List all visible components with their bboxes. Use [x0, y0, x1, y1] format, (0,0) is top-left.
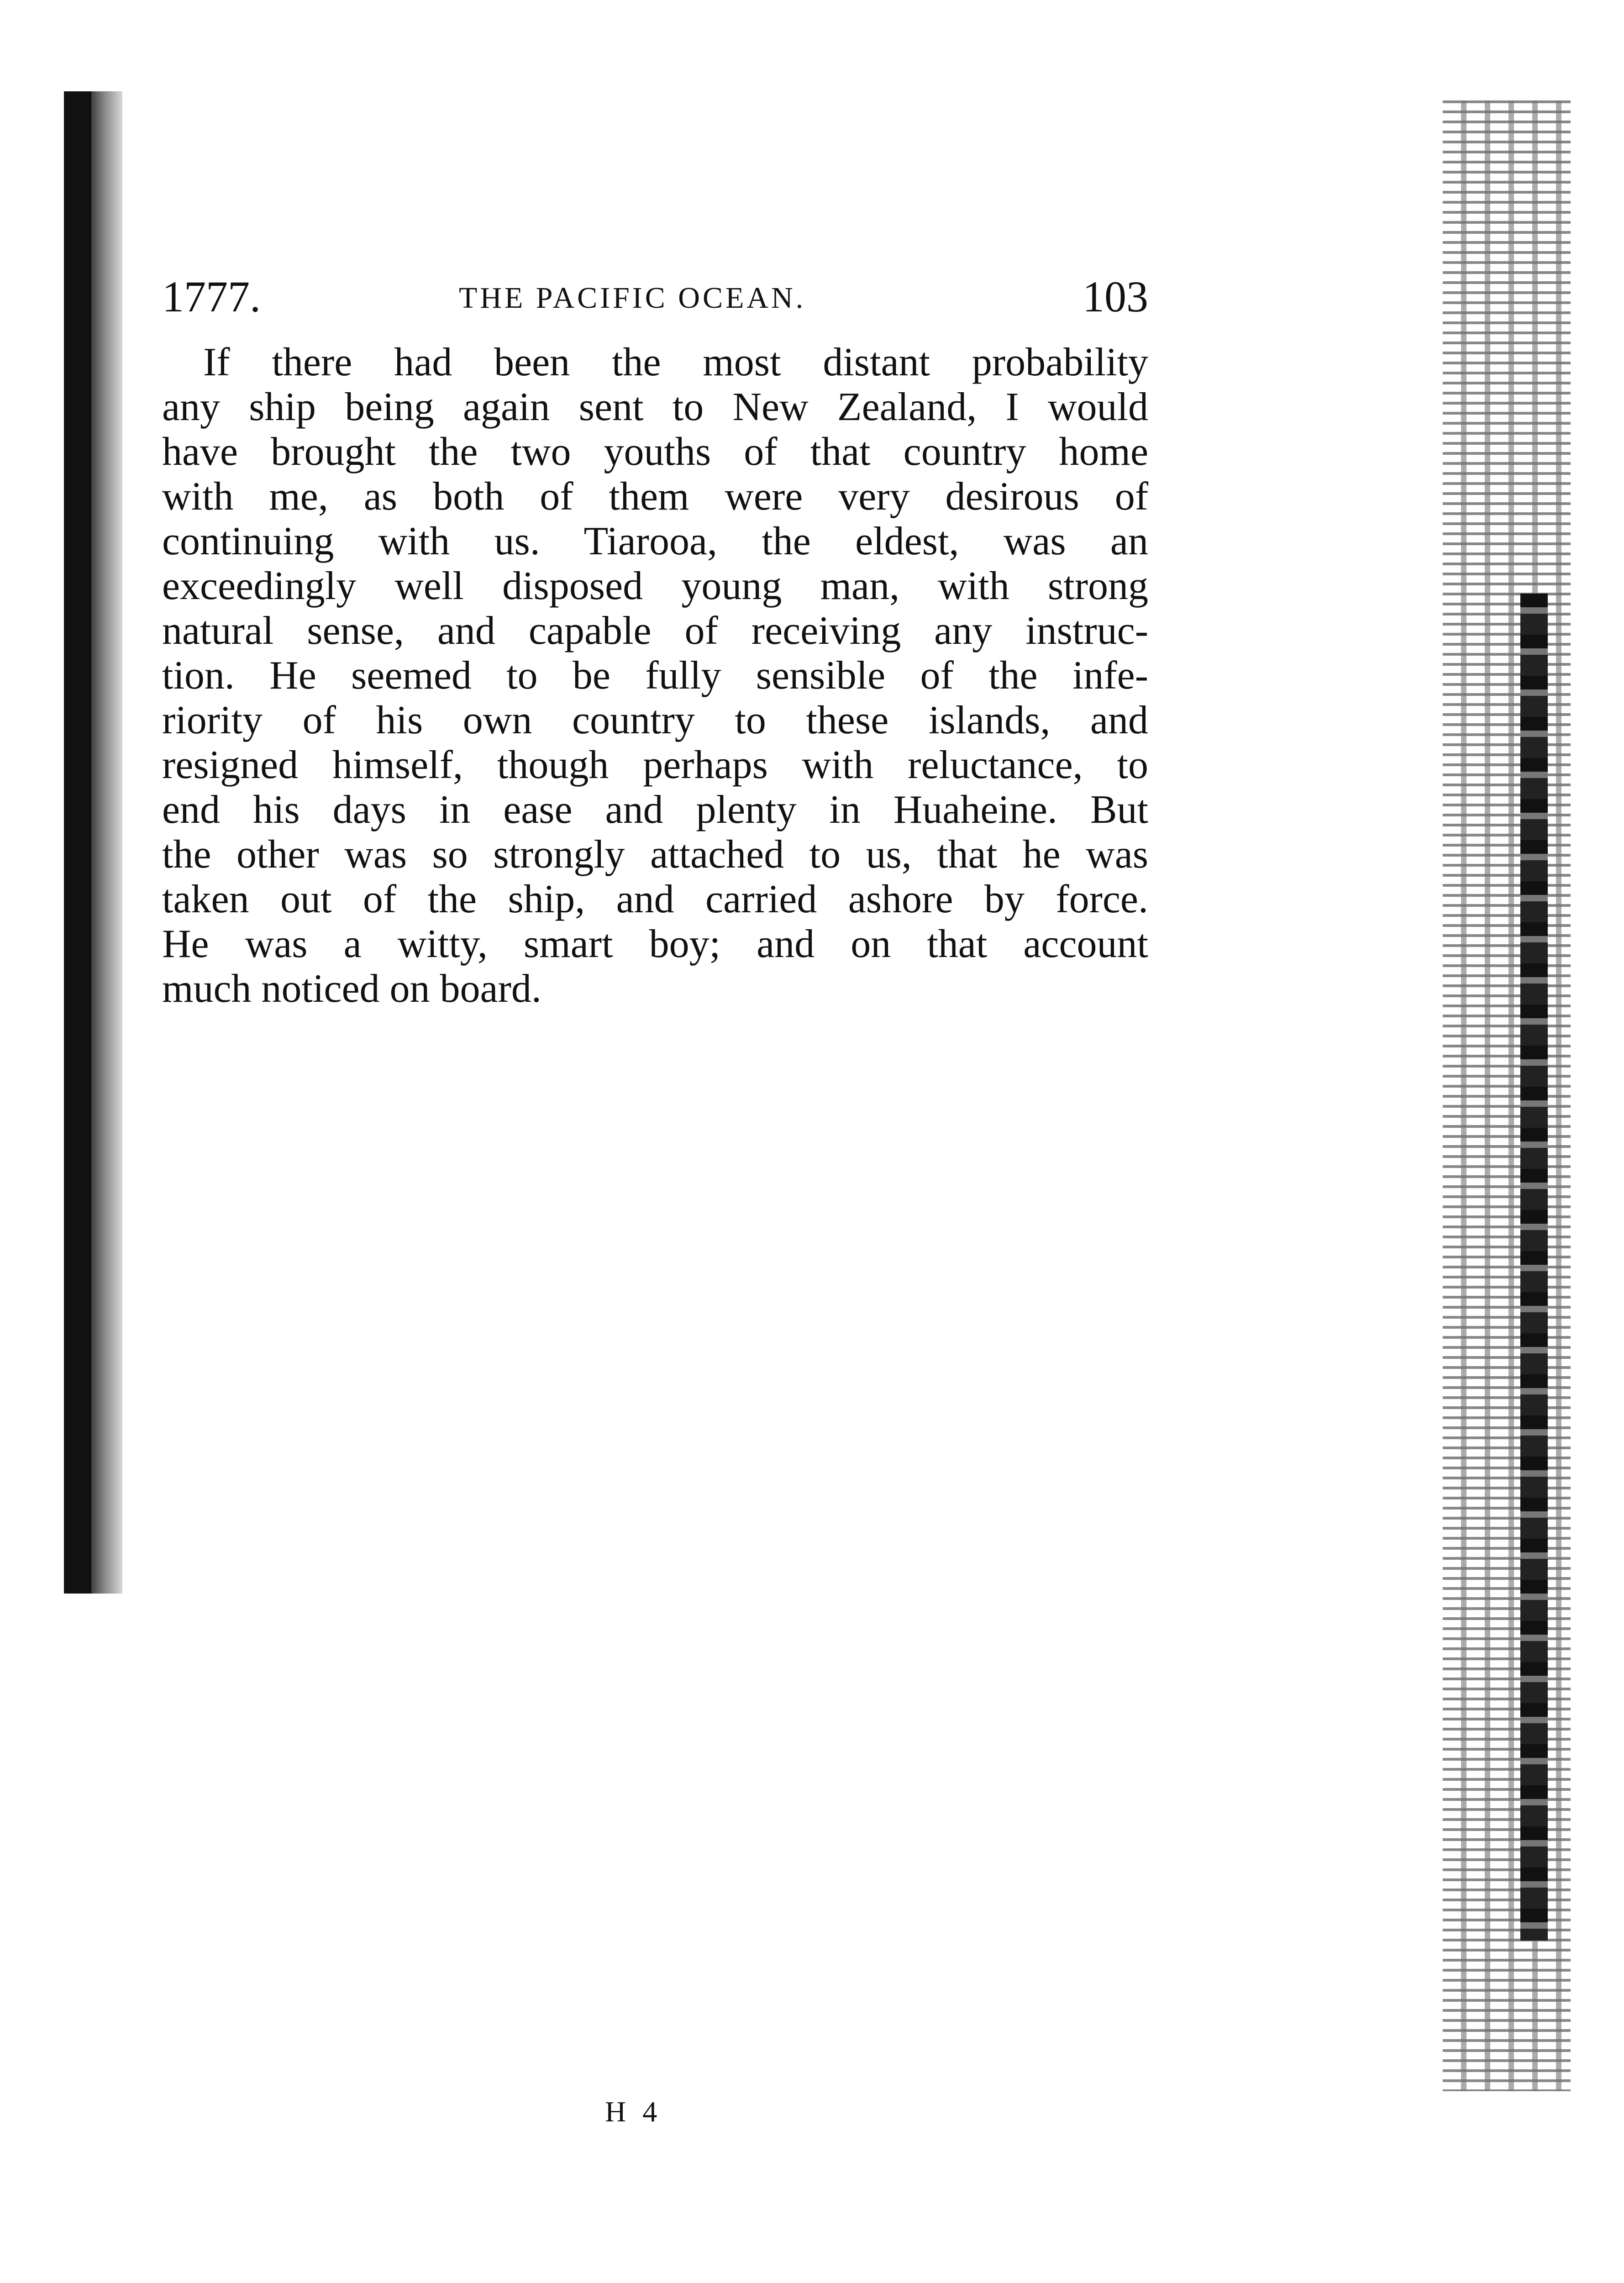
text-line: have brought the two youths of that country home — [162, 430, 1148, 474]
text-line: any ship being again sent to New Zealand, I would — [162, 385, 1148, 429]
text-line: tion. He seemed to be fully sensible of the infe- — [162, 653, 1148, 698]
scan-edge-right — [1443, 100, 1571, 2091]
text-line: natural sense, and capable of receiving any instruc- — [162, 609, 1148, 653]
text-line: riority of his own country to these islands, and — [162, 698, 1148, 742]
text-line: resigned himself, though perhaps with reluctance, to — [162, 743, 1148, 787]
text-line: with me, as both of them were very desirous of — [162, 474, 1148, 519]
running-head-year: 1777. — [162, 272, 261, 321]
scan-bar-right — [1520, 594, 1548, 1941]
text-line: end his days in ease and plenty in Huaheine. But — [162, 788, 1148, 832]
text-line: exceedingly well disposed young man, with strong — [162, 564, 1148, 608]
text-line: the other was so strongly attached to us, that he was — [162, 832, 1148, 877]
running-head-title: THE PACIFIC OCEAN. — [459, 281, 806, 315]
running-head — [162, 269, 1148, 324]
body-paragraph — [162, 340, 1148, 1011]
text-line: continuing with us. Tiarooa, the eldest, was an — [162, 519, 1148, 563]
scan-edge-left — [64, 91, 122, 1594]
text-line: taken out of the ship, and carried ashore by force. — [162, 877, 1148, 921]
text-line: If there had been the most distant probability — [203, 340, 1148, 384]
text-line-last: much noticed on board. — [162, 967, 541, 1011]
page-number: 103 — [1083, 272, 1148, 321]
signature-mark: H 4 — [605, 2095, 662, 2128]
text-line: He was a witty, smart boy; and on that account — [162, 922, 1148, 966]
